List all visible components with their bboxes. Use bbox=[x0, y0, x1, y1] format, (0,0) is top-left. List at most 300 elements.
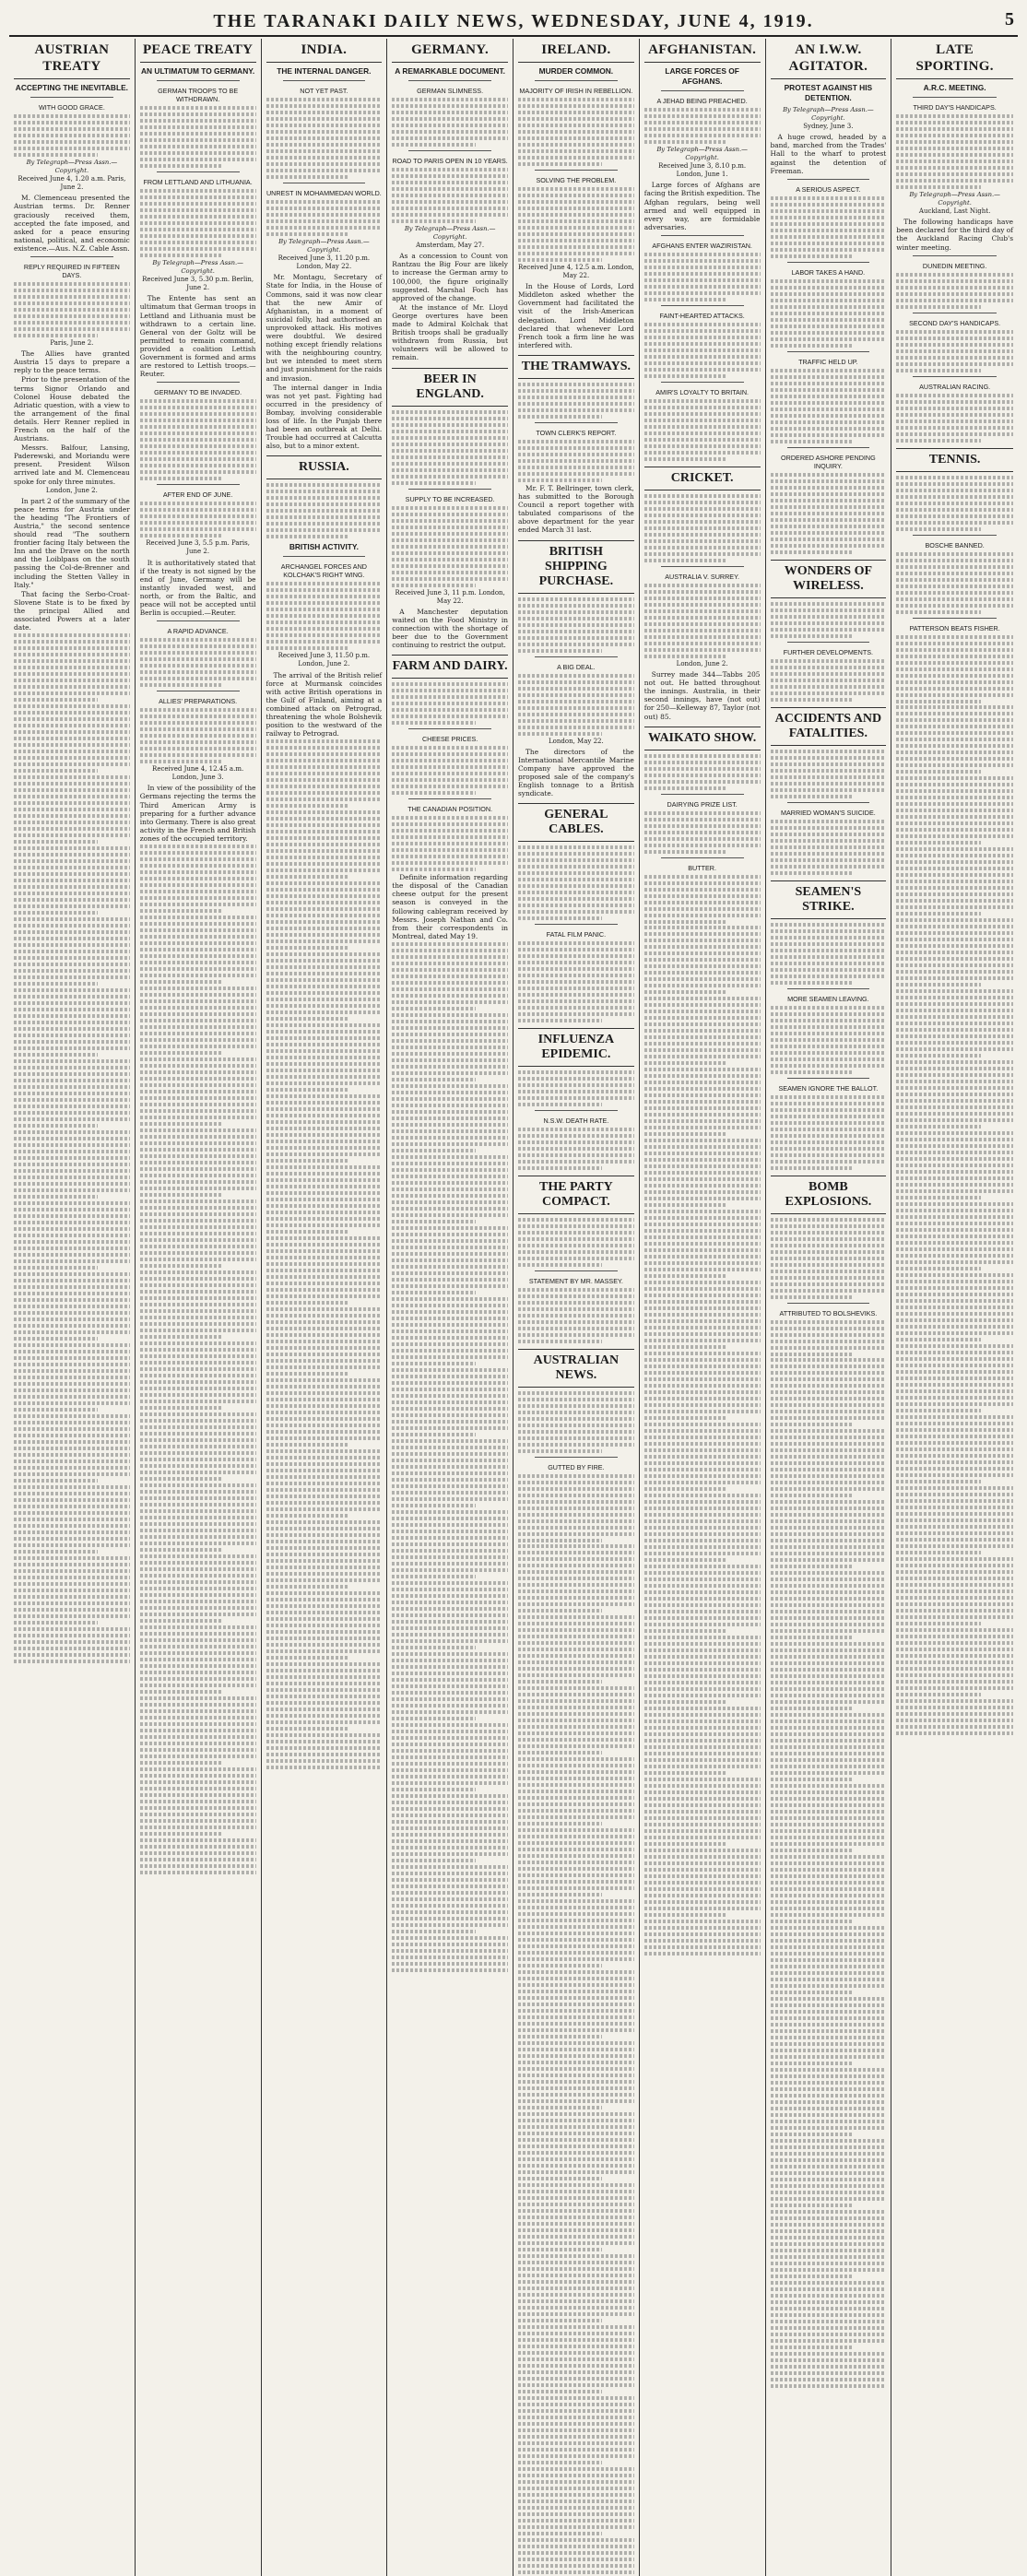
text-line bbox=[644, 603, 761, 607]
text-line bbox=[771, 1855, 887, 1859]
text-line bbox=[14, 808, 130, 811]
text-line bbox=[392, 1517, 508, 1520]
text-line bbox=[518, 1103, 602, 1106]
text-line bbox=[896, 439, 980, 443]
text-line bbox=[392, 1814, 508, 1817]
text-line bbox=[771, 1340, 887, 1343]
text-line bbox=[896, 279, 1013, 283]
text-line bbox=[392, 462, 508, 466]
text-line bbox=[266, 1766, 383, 1769]
text-line bbox=[392, 475, 508, 479]
text-line bbox=[644, 552, 761, 556]
text-line bbox=[14, 1285, 130, 1289]
text-line bbox=[518, 2138, 634, 2142]
text-line bbox=[518, 1996, 634, 2000]
text-line bbox=[771, 538, 887, 541]
text-line bbox=[392, 1297, 508, 1301]
text-line bbox=[518, 1237, 634, 1241]
text-line bbox=[771, 788, 887, 792]
text-line bbox=[518, 2203, 634, 2206]
text-line bbox=[771, 1823, 887, 1826]
text-line bbox=[14, 801, 130, 805]
text-line bbox=[392, 1136, 508, 1140]
text-line bbox=[644, 1823, 761, 1826]
text-line bbox=[14, 750, 130, 753]
text-line bbox=[14, 1530, 130, 1534]
text-line bbox=[771, 1597, 887, 1601]
text-line bbox=[266, 1624, 383, 1627]
text-line bbox=[771, 1900, 887, 1904]
text-block bbox=[896, 273, 1013, 309]
text-line bbox=[392, 1801, 508, 1804]
text-line bbox=[518, 2474, 634, 2477]
text-line bbox=[771, 1752, 887, 1755]
text-line bbox=[266, 1507, 383, 1511]
text-line bbox=[392, 861, 508, 865]
text-line bbox=[266, 1469, 383, 1472]
text-line bbox=[896, 705, 1013, 709]
text-line bbox=[518, 1417, 634, 1421]
text-line bbox=[896, 1015, 1013, 1019]
text-line bbox=[392, 1381, 508, 1385]
text-line bbox=[140, 935, 256, 939]
column-headline: GERMANY. bbox=[392, 39, 508, 63]
text-line bbox=[266, 752, 383, 756]
text-line bbox=[896, 1338, 980, 1341]
text-line bbox=[392, 1342, 508, 1346]
text-line bbox=[140, 151, 256, 155]
text-line bbox=[14, 153, 98, 157]
text-line bbox=[896, 1518, 1013, 1522]
text-line bbox=[771, 1500, 887, 1504]
text-line bbox=[140, 477, 224, 480]
text-line bbox=[266, 1223, 383, 1227]
text-line bbox=[518, 402, 634, 406]
text-line bbox=[14, 1079, 130, 1082]
text-line bbox=[771, 305, 887, 309]
dateline: Received June 3, 11.20 p.m. London, May 22. bbox=[277, 254, 371, 271]
text-line bbox=[266, 595, 383, 598]
text-line bbox=[518, 2028, 634, 2032]
text-line bbox=[392, 1749, 508, 1753]
text-line bbox=[518, 1526, 634, 1530]
text-line bbox=[771, 388, 887, 392]
text-line bbox=[644, 1803, 761, 1807]
text-line bbox=[392, 1284, 508, 1288]
text-line bbox=[771, 1012, 887, 1016]
text-line bbox=[896, 1318, 1013, 1322]
text-line bbox=[266, 207, 383, 210]
article-paragraph: Definite information regarding the disposal of the Canadian cheese output for the present season is conveyed in the following cablegram received by Messrs. Joseph Nathan and Co. from their correspondents in Montreal, dated May 19. bbox=[392, 873, 508, 940]
text-line bbox=[266, 1662, 383, 1666]
text-line bbox=[771, 1790, 887, 1794]
text-block bbox=[644, 253, 761, 301]
text-line bbox=[771, 1713, 887, 1717]
text-line bbox=[392, 1478, 508, 1482]
text-line bbox=[644, 1177, 761, 1181]
column-headline: LATE SPORTING. bbox=[896, 39, 1013, 79]
minor-headline: BOSCHE BANNED. bbox=[925, 540, 985, 549]
text-line bbox=[266, 1378, 383, 1382]
text-line bbox=[644, 1920, 761, 1923]
text-line bbox=[140, 464, 256, 467]
text-line bbox=[644, 1068, 761, 1071]
text-line bbox=[896, 1260, 1013, 1264]
text-line bbox=[14, 1240, 130, 1244]
text-line bbox=[771, 2333, 887, 2336]
text-line bbox=[266, 1398, 383, 1401]
text-line bbox=[266, 1649, 383, 1653]
text-line bbox=[392, 1265, 508, 1269]
text-line bbox=[644, 494, 761, 498]
text-line bbox=[644, 914, 761, 917]
text-line bbox=[266, 759, 383, 762]
text-line bbox=[518, 472, 634, 476]
text-line bbox=[644, 1797, 761, 1801]
text-line bbox=[644, 361, 761, 365]
text-line bbox=[140, 708, 256, 712]
subheadline: BRITISH ACTIVITY. bbox=[289, 542, 359, 552]
text-line bbox=[140, 922, 256, 926]
text-line bbox=[140, 444, 256, 448]
text-line bbox=[771, 1371, 887, 1375]
text-line bbox=[896, 585, 1013, 588]
text-line bbox=[140, 1503, 256, 1507]
text-line bbox=[392, 1678, 508, 1682]
text-line bbox=[771, 512, 887, 515]
text-line bbox=[140, 1625, 256, 1629]
divider-rule bbox=[661, 857, 744, 858]
text-line bbox=[771, 981, 855, 985]
text-line bbox=[771, 1584, 887, 1588]
text-line bbox=[140, 1251, 256, 1255]
text-line bbox=[140, 870, 256, 874]
text-line bbox=[266, 588, 383, 592]
text-line bbox=[771, 1849, 855, 1852]
text-line bbox=[518, 2532, 602, 2535]
text-line bbox=[266, 881, 383, 885]
text-line bbox=[392, 513, 508, 516]
text-line bbox=[14, 646, 130, 650]
text-line bbox=[140, 967, 256, 971]
text-line bbox=[771, 312, 887, 315]
text-line bbox=[644, 323, 761, 326]
text-line bbox=[14, 853, 130, 857]
text-line bbox=[266, 1185, 383, 1188]
text-line bbox=[140, 1400, 256, 1403]
text-line bbox=[771, 1810, 887, 1814]
text-line bbox=[14, 704, 130, 708]
article-paragraph: M. Clemenceau presented the Austrian terms. Dr. Renner graciously received them, accepted the fate imposed, and asked for a peace ensuring national, political, and economic existence.—Aus. N.Z. Cable Assn. bbox=[14, 194, 130, 253]
text-line bbox=[140, 1813, 256, 1816]
text-line bbox=[771, 1263, 887, 1267]
text-line bbox=[266, 817, 383, 821]
text-line bbox=[771, 634, 855, 638]
text-line bbox=[771, 1926, 887, 1930]
text-line bbox=[140, 1696, 256, 1700]
text-line bbox=[14, 1008, 130, 1011]
text-line bbox=[518, 2506, 634, 2510]
text-line bbox=[266, 836, 383, 840]
text-block bbox=[771, 196, 887, 258]
text-line bbox=[392, 822, 508, 826]
text-line bbox=[896, 572, 1013, 575]
text-line bbox=[392, 1459, 508, 1462]
divider-rule bbox=[787, 1078, 870, 1079]
text-line bbox=[266, 1501, 383, 1505]
text-line bbox=[392, 1949, 508, 1953]
dateline: Received June 4, 12.45 a.m. London, June 3. bbox=[152, 765, 244, 782]
text-line bbox=[14, 975, 130, 979]
news-columns bbox=[9, 39, 1018, 1472]
text-line bbox=[518, 1802, 634, 1806]
text-line bbox=[392, 1575, 476, 1578]
text-line bbox=[518, 2512, 634, 2516]
text-line bbox=[14, 724, 130, 727]
text-line bbox=[518, 1686, 634, 1690]
text-line bbox=[896, 860, 1013, 864]
text-line bbox=[518, 1424, 634, 1427]
text-line bbox=[266, 1430, 383, 1434]
divider-rule bbox=[661, 382, 744, 383]
text-line bbox=[266, 952, 383, 956]
text-line bbox=[518, 2080, 634, 2084]
text-line bbox=[14, 892, 130, 895]
text-line bbox=[518, 1835, 634, 1838]
text-line bbox=[266, 213, 383, 217]
text-line bbox=[518, 1977, 634, 1980]
text-line bbox=[771, 1377, 887, 1381]
text-line bbox=[771, 344, 855, 348]
text-line bbox=[140, 1658, 256, 1661]
text-line bbox=[896, 1396, 1013, 1400]
text-line bbox=[14, 827, 130, 831]
divider-rule bbox=[787, 1303, 870, 1304]
text-line bbox=[392, 564, 508, 568]
text-line bbox=[14, 1201, 130, 1205]
dateline: London, June 2. bbox=[45, 486, 98, 494]
text-line bbox=[771, 414, 887, 418]
text-line bbox=[14, 1479, 98, 1483]
text-line bbox=[771, 248, 887, 252]
text-line bbox=[266, 888, 383, 892]
text-line bbox=[392, 468, 508, 472]
text-line bbox=[896, 1499, 1013, 1503]
text-line bbox=[518, 1147, 634, 1151]
text-line bbox=[518, 1398, 634, 1401]
text-line bbox=[771, 1694, 887, 1697]
text-line bbox=[14, 295, 130, 299]
text-line bbox=[140, 1613, 256, 1616]
text-line bbox=[392, 1826, 508, 1830]
text-line bbox=[896, 854, 1013, 857]
text-line bbox=[518, 1828, 634, 1832]
text-line bbox=[771, 1655, 887, 1659]
text-line bbox=[140, 1542, 256, 1545]
minor-headline: MORE SEAMEN LEAVING. bbox=[787, 994, 869, 1003]
text-line bbox=[896, 841, 980, 845]
text-line bbox=[266, 620, 383, 624]
text-line bbox=[518, 1218, 634, 1222]
text-line bbox=[392, 1588, 508, 1591]
text-line bbox=[392, 695, 508, 699]
section-headline: ACCIDENTS AND FATALITIES. bbox=[771, 707, 887, 746]
text-line bbox=[644, 767, 761, 771]
text-line bbox=[140, 1729, 256, 1732]
text-line bbox=[140, 1651, 256, 1655]
text-line bbox=[518, 143, 634, 147]
text-line bbox=[518, 239, 634, 242]
text-line bbox=[14, 147, 130, 150]
text-line bbox=[392, 1710, 508, 1714]
text-line bbox=[140, 1445, 256, 1448]
text-line bbox=[392, 130, 508, 134]
text-line bbox=[771, 858, 887, 862]
text-line bbox=[140, 247, 256, 251]
text-line bbox=[140, 1303, 256, 1306]
text-line bbox=[266, 1475, 383, 1479]
text-line bbox=[14, 885, 130, 889]
text-line bbox=[518, 993, 634, 997]
text-line bbox=[14, 1053, 98, 1057]
text-line bbox=[14, 1059, 130, 1063]
text-line bbox=[140, 715, 256, 718]
text-line bbox=[392, 1149, 476, 1152]
text-line bbox=[392, 1484, 508, 1488]
text-line bbox=[14, 730, 130, 734]
text-line bbox=[896, 1267, 980, 1270]
text-line bbox=[140, 1322, 256, 1326]
text-line bbox=[266, 1404, 383, 1408]
text-line bbox=[896, 1596, 1013, 1600]
article-paragraph: The internal danger in India was not yet past. Fighting had occurred in the presidency of Bombay, involving considerable loss of life. In the Punjab there had been an outbreak at Delhi. Trouble had occurred at Calcutta also, but to a minor extent. bbox=[266, 383, 383, 451]
text-line bbox=[771, 602, 887, 606]
text-line bbox=[14, 821, 130, 824]
text-line bbox=[518, 617, 634, 620]
text-line bbox=[518, 1301, 634, 1305]
text-line bbox=[896, 419, 1013, 423]
text-line bbox=[644, 945, 761, 949]
text-line bbox=[771, 1681, 887, 1684]
text-line bbox=[644, 1035, 761, 1039]
text-line bbox=[771, 2145, 887, 2149]
text-block bbox=[771, 923, 887, 985]
text-line bbox=[392, 1672, 508, 1675]
text-line bbox=[392, 1471, 508, 1475]
text-line bbox=[771, 1019, 887, 1022]
text-line bbox=[14, 1298, 130, 1302]
text-line bbox=[896, 482, 1013, 486]
text-line bbox=[771, 1552, 887, 1555]
text-line bbox=[771, 2055, 887, 2059]
text-line bbox=[392, 1258, 508, 1262]
text-line bbox=[771, 2197, 887, 2201]
text-line bbox=[896, 1028, 1013, 1032]
text-line bbox=[518, 1327, 634, 1330]
text-line bbox=[266, 946, 350, 950]
text-line bbox=[518, 2164, 634, 2168]
text-line bbox=[771, 1623, 887, 1626]
text-line bbox=[896, 693, 1013, 697]
text-line bbox=[266, 1088, 350, 1092]
text-line bbox=[14, 1492, 130, 1495]
text-line bbox=[392, 571, 508, 574]
text-line bbox=[140, 1238, 256, 1242]
text-line bbox=[771, 1784, 887, 1788]
text-line bbox=[644, 1655, 761, 1659]
text-line bbox=[140, 1496, 256, 1500]
text-line bbox=[644, 1184, 761, 1188]
text-line bbox=[771, 1861, 887, 1865]
text-line bbox=[644, 1139, 761, 1142]
text-line bbox=[14, 1098, 130, 1102]
text-line bbox=[644, 266, 761, 269]
text-line bbox=[14, 930, 130, 934]
text-line bbox=[644, 818, 761, 821]
text-line bbox=[644, 1726, 761, 1730]
text-line bbox=[896, 476, 1013, 479]
divider-rule bbox=[157, 382, 240, 383]
text-line bbox=[140, 883, 256, 887]
text-block bbox=[266, 200, 383, 236]
text-line bbox=[392, 1110, 508, 1114]
text-line bbox=[771, 2378, 887, 2381]
text-line bbox=[392, 1071, 508, 1075]
text-line bbox=[392, 194, 508, 197]
text-line bbox=[896, 1493, 1013, 1496]
text-line bbox=[266, 1249, 383, 1253]
text-line bbox=[771, 1006, 887, 1010]
text-line bbox=[392, 1439, 508, 1443]
text-block bbox=[644, 323, 761, 378]
text-line bbox=[518, 2409, 634, 2413]
text-line bbox=[266, 1036, 383, 1040]
text-line bbox=[896, 744, 1013, 748]
article-paragraph: Prior to the presentation of the terms Signor Orlando and Colonel House debated the Adriatic question, with a view to the arrangement of the final details. Herr Renner replied in French on the half of the Austrians. bbox=[14, 375, 130, 443]
text-line bbox=[771, 1224, 887, 1228]
text-line bbox=[644, 597, 761, 600]
text-line bbox=[140, 974, 256, 977]
text-line bbox=[896, 330, 1013, 334]
text-line bbox=[896, 1583, 1013, 1587]
text-line bbox=[266, 633, 383, 637]
dateline: Received June 4, 1.20 a.m. Paris, June 2. bbox=[18, 175, 126, 192]
text-line bbox=[392, 962, 508, 965]
text-line bbox=[518, 2538, 634, 2542]
text-line bbox=[896, 1615, 1013, 1619]
text-line bbox=[644, 1552, 761, 1555]
text-line bbox=[266, 823, 383, 827]
text-line bbox=[896, 1370, 1013, 1374]
text-line bbox=[140, 1871, 256, 1874]
text-line bbox=[14, 1511, 130, 1515]
text-line bbox=[771, 1629, 887, 1633]
text-line bbox=[392, 1923, 508, 1927]
text-line bbox=[140, 1329, 256, 1332]
divider-rule bbox=[661, 794, 744, 795]
text-line bbox=[896, 635, 1013, 639]
text-line bbox=[392, 1956, 508, 1959]
newspaper-title: THE TARANAKI DAILY NEWS, WEDNESDAY, JUNE 4, 1919. bbox=[213, 11, 814, 31]
text-line bbox=[392, 1452, 508, 1456]
text-line bbox=[771, 2210, 887, 2214]
text-line bbox=[392, 1523, 508, 1527]
text-line bbox=[14, 1647, 130, 1650]
text-line bbox=[140, 916, 256, 919]
text-line bbox=[771, 2152, 887, 2156]
text-line bbox=[266, 1023, 383, 1027]
minor-headline: A JEHAD BEING PREACHED. bbox=[656, 97, 748, 105]
